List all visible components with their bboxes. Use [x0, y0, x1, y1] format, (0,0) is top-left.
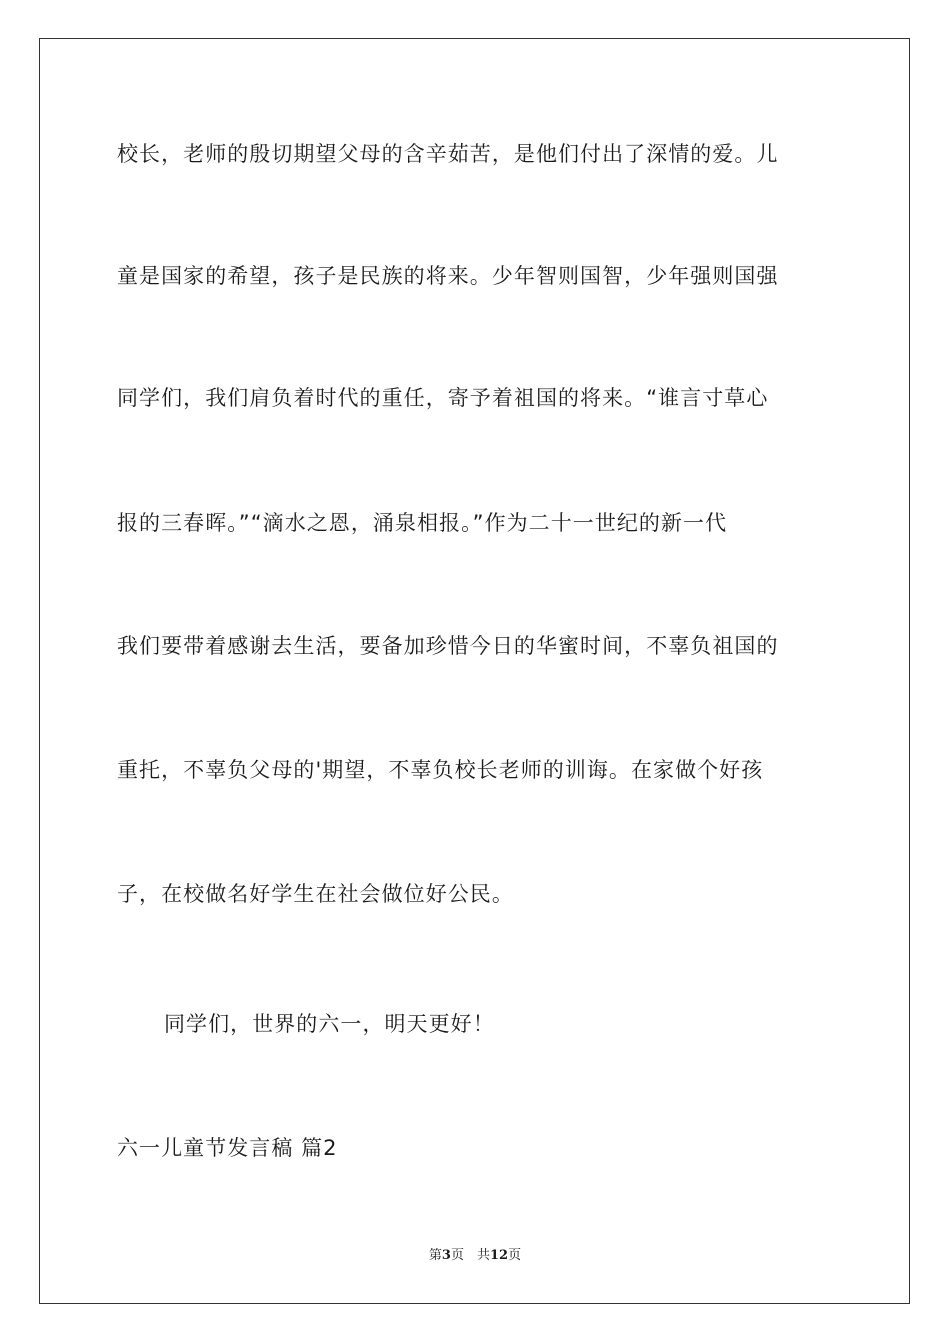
footer-page-prefix: 第 — [428, 1248, 442, 1263]
footer-page-mid: 页 共 — [450, 1248, 490, 1263]
body-line-7: 子，在校做名好学生在社会做位好公民。 — [117, 882, 514, 906]
section-heading: 六一儿童节发言稿 篇2 — [117, 1136, 338, 1160]
footer-page-current: 3 — [441, 1248, 451, 1263]
body-line-1: 校长，老师的殷切期望父母的含辛茹苦，是他们付出了深情的爱。儿 — [117, 142, 779, 166]
footer-page-suffix: 页 — [508, 1248, 522, 1263]
body-line-5: 我们要带着感谢去生活，要备加珍惜今日的华蜜时间，不辜负祖国的 — [117, 634, 779, 658]
page-frame — [39, 38, 910, 1304]
body-line-6: 重托，不辜负父母的'期望，不辜负校长老师的训诲。在家做个好孩 — [117, 758, 764, 782]
page-footer — [0, 1247, 950, 1265]
body-line-2: 童是国家的希望，孩子是民族的将来。少年智则国智，少年强则国强 — [117, 264, 779, 288]
body-line-4: 报的三春晖。”“滴水之恩，涌泉相报。”作为二十一世纪的新一代 — [117, 511, 728, 535]
body-line-3: 同学们，我们肩负着时代的重任，寄予着祖国的将来。“谁言寸草心 — [117, 386, 769, 410]
closing-paragraph: 同学们，世界的六一，明天更好！ — [164, 1012, 495, 1036]
footer-page-total: 12 — [489, 1248, 509, 1263]
